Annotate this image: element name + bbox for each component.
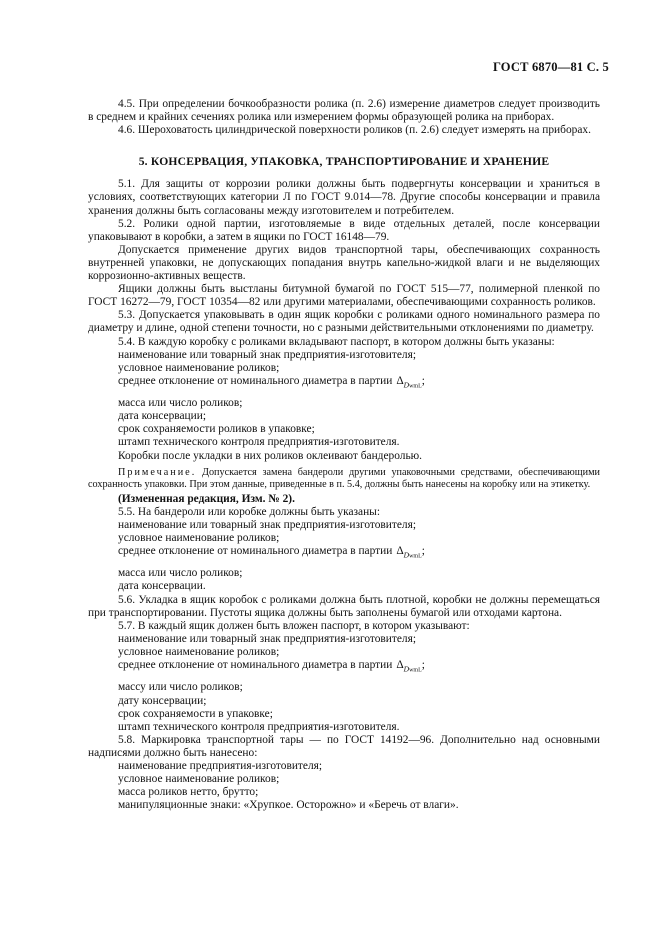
note: [88, 467, 600, 491]
amendment: (Измененная редакция, Изм. № 2).: [118, 492, 295, 505]
list-item: масса роликов нетто, брутто;: [118, 786, 259, 799]
list-item: масса или число роликов;: [118, 397, 243, 410]
delta-formula: $\Delta_{DwmL}$;: [396, 374, 425, 390]
list-item: наименование или товарный знак предприятия-изготовителя;: [118, 348, 417, 361]
list-item-deviation: [88, 375, 600, 393]
list-item: штамп технического контроля предприятия-изготовителя.: [118, 720, 400, 733]
document-body: [88, 98, 600, 812]
list-item: массу или число роликов;: [118, 681, 243, 694]
page-header: ГОСТ 6870—81 С. 5: [492, 60, 609, 74]
paragraph-5-3: 5.3. Допускается упаковывать в один ящик коробки с роликами одного номинального размера по диаметру и длине, одной степени точности, но с разными действительными отклонениями по диаметру.: [88, 309, 600, 335]
paragraph-5-8: 5.8. Маркировка транспортной тары — по ГОСТ 14192—96. Дополнительно над основными надписями должно быть нанесено:: [88, 733, 600, 759]
list-item: условное наименование роликов;: [118, 773, 280, 786]
delta-formula: $\Delta_{DwmL}$;: [396, 659, 425, 674]
paragraph-5-1: 5.1. Для защиты от коррозии ролики должны быть подвергнуты консервации и храниться в условиях, соответствующих категории Л по ГОСТ 9.014—78. Другие способы консервации и правила хранения должны быть согласованы между изготовителем и потребителем.: [88, 178, 600, 217]
paragraph-4-6: 4.6. Шероховатость цилиндрической поверхности роликов (п. 2.6) следует измерять на приборах.: [118, 124, 591, 137]
list-item-text: среднее отклонение от номинального диаметра в партии: [118, 545, 393, 557]
list-item-text: среднее отклонение от номинального диаметра в партии: [118, 374, 393, 387]
list-item: срок сохраняемости в упаковке;: [118, 707, 273, 720]
paragraph-5-7: 5.7. В каждый ящик должен быть вложен паспорт, в котором указывают:: [118, 619, 470, 632]
list-item-deviation: [88, 545, 600, 563]
list-item-text: среднее отклонение от номинального диаметра в партии: [118, 659, 393, 672]
note-label: Примечание.: [118, 466, 197, 478]
list-item: дату консервации;: [118, 694, 207, 707]
list-item: наименование или товарный знак предприятия-изготовителя;: [118, 518, 417, 531]
section-title: 5. КОНСЕРВАЦИЯ, УПАКОВКА, ТРАНСПОРТИРОВАНИЕ И ХРАНЕНИЕ: [138, 155, 550, 169]
list-item: дата консервации;: [118, 410, 207, 423]
note-text: Допускается замена бандероли другими упаковочными средствами, обеспечивающими сохранность упаковки. При этом данные, приведенные в п. 5.4, должны быть нанесены на коробку или на этикетку.: [88, 466, 600, 490]
list-item: условное наименование роликов;: [118, 531, 280, 544]
delta-formula: $\Delta_{DwmL}$;: [396, 545, 425, 560]
paragraph-5-6: 5.6. Укладка в ящик коробок с роликами должна быть плотной, коробки не должны перемещаться при транспортировании. Пустоты ящика должны быть заполнены бумагой или отходами картона.: [88, 593, 600, 619]
list-item: наименование предприятия-изготовителя;: [118, 759, 323, 772]
paragraph-5-2-lining: Ящики должны быть выстланы битумной бумагой по ГОСТ 515—77, полимерной пленкой по ГОСТ 16272—79, ГОСТ 10354—82 или другими материалами, обеспечивающими сохранность роликов.: [88, 283, 600, 309]
list-item: условное наименование роликов;: [118, 645, 280, 658]
list-item: условное наименование роликов;: [118, 361, 280, 374]
list-item: штамп технического контроля предприятия-изготовителя.: [118, 436, 400, 449]
list-item-deviation: [88, 659, 600, 677]
list-item: масса или число роликов;: [118, 567, 243, 580]
paragraph-5-2-tare: Допускается применение других видов транспортной тары, обеспечивающих сохранность внутренней упаковки, не допускающих попадания внутрь капельно-жидкой влаги и не выделяющих коррозионно-активных веществ.: [88, 243, 600, 283]
paragraph-5-5: 5.5. На бандероли или коробке должны быть указаны:: [118, 505, 380, 518]
list-item: дата консервации.: [118, 580, 206, 593]
paragraph-5-2: 5.2. Ролики одной партии, изготовляемые в виде отдельных деталей, после консервации упаковывают в коробки, а затем в ящики по ГОСТ 16148—79.: [88, 217, 600, 243]
list-item: срок сохраняемости роликов в упаковке;: [118, 423, 315, 436]
list-item: манипуляционные знаки: «Хрупкое. Осторожно» и «Беречь от влаги».: [118, 799, 459, 812]
paragraph-4-5: 4.5. При определении бочкообразности ролика (п. 2.6) измерение диаметров следует производить в среднем и крайних сечениях ролика или измерением формы образующей ролика на приборах.: [88, 98, 600, 124]
list-item: наименование или товарный знак предприятия-изготовителя;: [118, 632, 417, 645]
paragraph-5-4-end: Коробки после укладки в них роликов оклеивают бандеролью.: [118, 449, 423, 462]
paragraph-5-4: 5.4. В каждую коробку с роликами вкладывают паспорт, в котором должны быть указаны:: [118, 335, 555, 348]
